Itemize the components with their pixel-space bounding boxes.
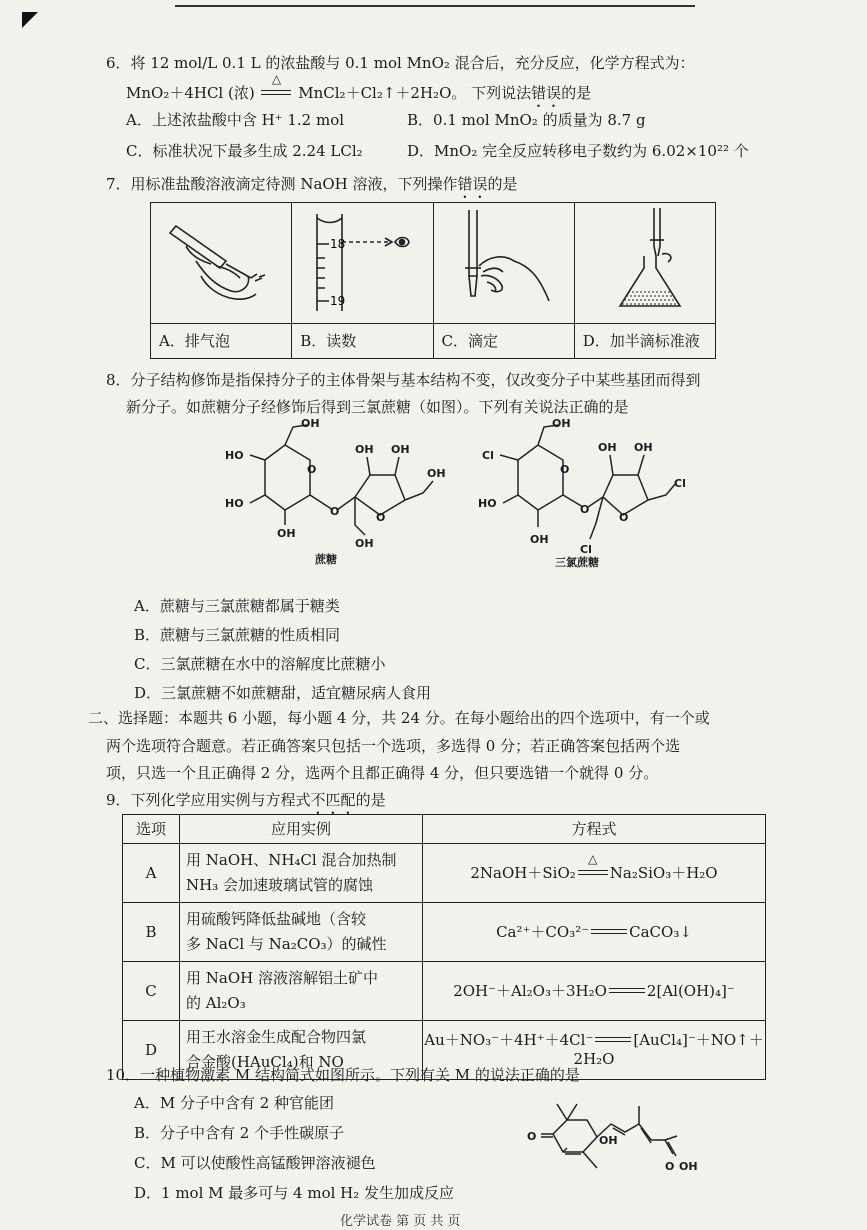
q7-label-d[interactable]: D．加半滴标准液 <box>574 324 715 359</box>
heat-equal-sign: △ <box>259 84 293 103</box>
q9-row-b[interactable] <box>123 903 766 962</box>
svg-text:O: O <box>376 511 386 524</box>
q9-row-a-option: A <box>123 844 180 903</box>
q7-pic-c <box>433 203 574 324</box>
svg-text:O: O <box>619 511 629 524</box>
q7-pic-a <box>151 203 292 324</box>
svg-text:OH: OH <box>427 467 446 480</box>
q9-header-equation: 方程式 <box>423 815 766 844</box>
scale-label-19: 19 <box>330 293 346 308</box>
svg-text:O: O <box>330 505 340 518</box>
titration-hand-icon <box>439 206 569 316</box>
section2-line3: 项，只选一个且正确得 2 分，选两个且都正确得 4 分，但只要选错一个就得 0 分。 <box>106 764 659 782</box>
sucrose-label: 蔗糖 <box>315 553 337 566</box>
q6-equation <box>126 72 592 111</box>
q7-label-a[interactable]: A．排气泡 <box>151 324 292 359</box>
q8-line1: 8．分子结构修饰是指保持分子的主体骨架与基本结构不变，仅改变分子中某些基团而得到 <box>106 371 701 389</box>
svg-text:Cl: Cl <box>674 477 686 490</box>
q7-pic-d <box>574 203 715 324</box>
q9-row-b-equation: Ca²⁺＋CO₃²⁻ CaCO₃↓ <box>423 903 766 962</box>
svg-text:OH: OH <box>277 527 296 540</box>
svg-text:O: O <box>580 503 590 516</box>
q6-option-b[interactable]: B．0.1 mol MnO₂ 的质量为 8.7 g <box>407 111 646 129</box>
sucralose-label: 三氯蔗糖 <box>555 556 599 569</box>
svg-text:O: O <box>527 1130 537 1143</box>
q9-stem: 9．下列化学应用实例与方程式不匹配的是 <box>106 791 386 809</box>
svg-text:Cl: Cl <box>482 449 494 462</box>
q9-row-b-application: 用硫酸钙降低盐碱地（含较 多 NaCl 与 Na₂CO₃）的碱性 <box>180 903 423 962</box>
q7-label-c[interactable]: C．滴定 <box>433 324 574 359</box>
q8-option-c[interactable]: C．三氯蔗糖在水中的溶解度比蔗糖小 <box>134 655 386 673</box>
svg-text:HO: HO <box>478 497 497 510</box>
svg-text:OH: OH <box>599 1134 618 1147</box>
svg-text:OH: OH <box>355 443 374 456</box>
corner-mark <box>22 12 38 28</box>
scale-label-18: 18 <box>330 236 346 251</box>
q9-header-option: 选项 <box>123 815 180 844</box>
q6-eq-tail: 下列说法 <box>471 84 532 102</box>
q8-option-b[interactable]: B．蔗糖与三氯蔗糖的性质相同 <box>134 626 341 644</box>
svg-text:OH: OH <box>552 417 571 430</box>
burette-bubble-icon <box>156 206 286 316</box>
svg-text:OH: OH <box>530 533 549 546</box>
q9-row-a-equation: 2NaOH＋SiO₂ △ Na₂SiO₃＋H₂O <box>423 844 766 903</box>
q7-label-b[interactable]: B．读数 <box>292 324 433 359</box>
svg-text:O: O <box>560 463 570 476</box>
q9-row-d-application: 用王水溶金生成配合物四氯 合金酸(HAuCl₄)和 NO <box>180 1021 423 1080</box>
svg-text:O: O <box>307 463 317 476</box>
section2-line2: 两个选项符合题意。若正确答案只包括一个选项，多选得 0 分；若正确答案包括两个选 <box>106 737 681 755</box>
q9-row-a-application: 用 NaOH、NH₄Cl 混合加热制 NH₃ 会加速玻璃试管的腐蚀 <box>180 844 423 903</box>
svg-text:HO: HO <box>225 449 244 462</box>
svg-text:OH: OH <box>355 537 374 550</box>
sucralose-structure <box>478 415 718 575</box>
q8-option-d[interactable]: D．三氯蔗糖不如蔗糖甜，适宜糖尿病人食用 <box>134 684 432 702</box>
q6-option-a[interactable]: A．上述浓盐酸中含 H⁺ 1.2 mol <box>126 111 345 129</box>
q10-option-b[interactable]: B．分子中含有 2 个手性碳原子 <box>134 1124 345 1142</box>
q8-option-a[interactable]: A．蔗糖与三氯蔗糖都属于糖类 <box>134 597 340 615</box>
svg-text:OH: OH <box>391 443 410 456</box>
q9-row-c-option: C <box>123 962 180 1021</box>
svg-text:OH: OH <box>679 1160 698 1173</box>
section2-line1: 二、选择题：本题共 6 小题，每小题 4 分，共 24 分。在每小题给出的四个选项中，有一个或 <box>88 709 710 727</box>
svg-text:Cl: Cl <box>580 543 592 556</box>
q6-eq-right: MnCl₂＋Cl₂↑＋2H₂O。 <box>298 84 467 102</box>
svg-text:OH: OH <box>634 441 653 454</box>
burette-reading-icon <box>297 206 427 316</box>
q9-row-a[interactable] <box>123 844 766 903</box>
q6-eq-tail-end: 的是 <box>561 84 592 102</box>
flask-burette-icon <box>580 206 710 316</box>
q7-stem: 7．用标准盐酸溶液滴定待测 NaOH 溶液，下列操作错误的是 <box>106 175 518 193</box>
svg-text:HO: HO <box>225 497 244 510</box>
q10-option-d[interactable]: D．1 mol M 最多可与 4 mol H₂ 发生加成反应 <box>134 1184 455 1202</box>
header-rule <box>175 0 695 7</box>
emphasis-wrong: 错误 <box>531 84 562 102</box>
q9-row-d-option: D <box>123 1021 180 1080</box>
q9-row-b-option: B <box>123 903 180 962</box>
q9-row-c[interactable] <box>123 962 766 1021</box>
q9-row-c-equation: 2OH⁻＋Al₂O₃＋3H₂O 2[Al(OH)₄]⁻ <box>423 962 766 1021</box>
q10-stem: 10．一种植物激素 M 结构简式如图所示。下列有关 M 的说法正确的是 <box>106 1066 580 1084</box>
svg-text:O: O <box>665 1160 675 1173</box>
q9-row-d-equation: Au＋NO₃⁻＋4H⁺＋4Cl⁻ [AuCl₄]⁻＋NO↑＋2H₂O <box>423 1021 766 1080</box>
q6-option-d[interactable]: D．MnO₂ 完全反应转移电子数约为 6.02×10²² 个 <box>407 142 749 160</box>
q10-option-c[interactable]: C．M 可以使酸性高锰酸钾溶液褪色 <box>134 1154 376 1172</box>
svg-text:OH: OH <box>598 441 617 454</box>
q9-header-application: 应用实例 <box>180 815 423 844</box>
q6-stem: 6．将 12 mol/L 0.1 L 的浓盐酸与 0.1 mol MnO₂ 混合后，充分反应，化学方程式为： <box>106 54 695 72</box>
q7-pic-b <box>292 203 433 324</box>
abscisic-acid-structure <box>525 1082 705 1182</box>
q9-row-c-application: 用 NaOH 溶液溶解铝土矿中 的 Al₂O₃ <box>180 962 423 1021</box>
q6-option-c[interactable]: C．标准状况下最多生成 2.24 LCl₂ <box>126 142 363 160</box>
q10-option-a[interactable]: A．M 分子中含有 2 种官能团 <box>134 1094 335 1112</box>
q6-eq-left: MnO₂＋4HCl (浓) <box>126 84 255 102</box>
q7-figure-table <box>150 202 716 359</box>
svg-text:OH: OH <box>301 417 320 430</box>
q8-line2: 新分子。如蔗糖分子经修饰后得到三氯蔗糖（如图）。下列有关说法正确的是 <box>126 398 629 416</box>
sucrose-structure <box>215 415 475 575</box>
page-footer: 化学试卷 第 页 共 页 <box>340 1214 461 1229</box>
q9-table <box>122 814 766 1080</box>
